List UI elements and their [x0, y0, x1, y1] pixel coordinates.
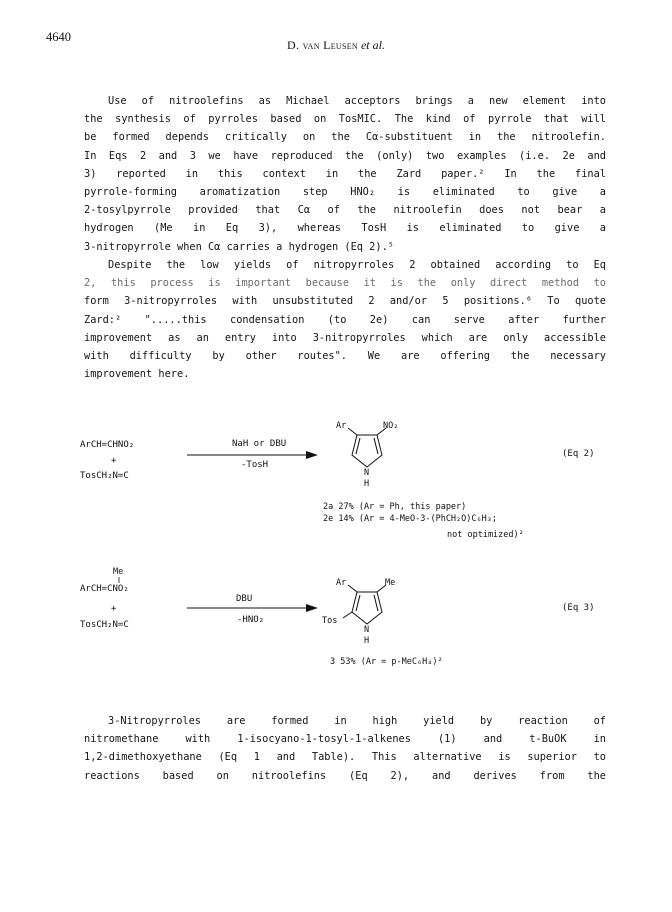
eq2-byproduct: -TosH: [241, 460, 269, 470]
text-line: Despite the low yields of nitropyrroles 2 obtained according to Eq: [108, 259, 606, 271]
text-line: 2-tosylpyrrole provided that Cα of the nitroolefin does not bear a: [84, 204, 606, 217]
text-line: be formed depends critically on the Cα-substituent in the nitroolefin.: [84, 131, 606, 144]
eq3-substituent-me: Me: [385, 578, 396, 588]
eq2-reactant-nitroolefin: ArCH=CHNO₂: [80, 440, 135, 450]
eq2-yield-2a: 2a 27% (Ar = Ph, this paper): [323, 502, 467, 512]
text-line: nitromethane with 1-isocyano-1-tosyl-1-alkenes (1) and t-BuOK in: [84, 733, 606, 746]
eq2-ring-nitrogen: N: [364, 468, 370, 478]
eq2-equation-label: (Eq 2): [562, 449, 595, 459]
text-line: In Eqs 2 and 3 we have reproduced the (only) two examples (i.e. 2e and: [84, 149, 606, 162]
eq3-reactant-tosmic: TosCH₂N=C: [80, 620, 129, 630]
eq2-substituent-no2: NO₂: [383, 421, 399, 431]
eq3-methyl-label: Me: [113, 567, 124, 577]
text-line: reactions based on nitroolefins (Eq 2), and derives from the: [84, 769, 606, 782]
eq3-reagent: DBU: [236, 594, 253, 604]
eq3-pyrrole-ring: [343, 585, 386, 624]
eq3-substituent-tos: Tos: [322, 616, 338, 626]
text-line: 3-Nitropyrroles are formed in high yield by reaction of: [108, 715, 606, 727]
eq3-equation-label: (Eq 3): [562, 603, 595, 613]
text-line: hydrogen (Me in Eq 3), whereas TosH is eliminated to give a: [84, 222, 606, 235]
eq2-reactant-tosmic: TosCH₂N=C: [80, 471, 129, 481]
paragraph-2: [84, 256, 606, 383]
text-line: improvement as an entry into 3-nitropyrroles which are only accessible: [84, 331, 606, 344]
eq3-ring-nitrogen: N: [364, 625, 370, 635]
eq3-reactant-nitroolefin: ArCH=CNO₂: [80, 584, 129, 594]
eq2-yield-2e: 2e 14% (Ar = 4-MeO-3-(PhCH₂O)C₆H₃;: [323, 514, 497, 524]
paragraph-1: [84, 92, 606, 256]
text-line: 2, this process is important because it is the only direct method to: [84, 277, 606, 290]
eq3-byproduct: -HNO₂: [237, 615, 265, 625]
text-line: Use of nitroolefins as Michael acceptors brings a new element into: [108, 95, 606, 107]
eq3-substituent-ar: Ar: [336, 578, 347, 588]
text-line: 3-nitropyrrole when Cα carries a hydrogen (Eq 2).⁵: [84, 240, 394, 253]
running-head-authors: D. van Leusen: [287, 38, 358, 52]
eq3-arrowhead-icon: [306, 604, 318, 612]
text-line: 3) reported in this context in the Zard paper.² In the final: [84, 167, 606, 180]
eq3-yield: 3 53% (Ar = p-MeC₆H₄)²: [330, 657, 443, 667]
eq3-scheme: [80, 567, 595, 667]
running-head-et-al: et al.: [360, 38, 385, 52]
eq2-yield-note: not optimized)²: [447, 530, 524, 540]
text-line: with difficulty by other routes". We are offering the necessary: [84, 349, 606, 362]
eq3-ring-hydrogen: H: [364, 636, 370, 646]
eq2-scheme: [80, 421, 595, 540]
eq3-plus-sign: +: [111, 604, 117, 614]
text-line: Zard:² ".....this condensation (to 2e) can serve after further: [84, 313, 606, 326]
text-line: 1,2-dimethoxyethane (Eq 1 and Table). This alternative is superior to: [84, 751, 606, 764]
running-head: [0, 38, 672, 53]
text-line: pyrrole-forming aromatization step HNO₂ is eliminated to give a: [84, 185, 606, 198]
eq2-pyrrole-ring: [348, 428, 386, 467]
eq2-plus-sign: +: [111, 456, 117, 466]
page-number: 4640: [46, 30, 71, 44]
text-line: improvement here.: [84, 368, 190, 381]
eq2-reagent: NaH or DBU: [232, 439, 287, 449]
eq2-arrowhead-icon: [306, 451, 318, 459]
text-line: form 3-nitropyrroles with unsubstituted 2 and/or 5 positions.⁶ To quote: [84, 295, 606, 308]
text-line: the synthesis of pyrroles based on TosMIC. The kind of pyrrole that will: [84, 113, 606, 126]
eq2-ring-hydrogen: H: [364, 479, 370, 489]
eq2-substituent-ar: Ar: [336, 421, 347, 431]
paragraph-3: [84, 712, 606, 785]
